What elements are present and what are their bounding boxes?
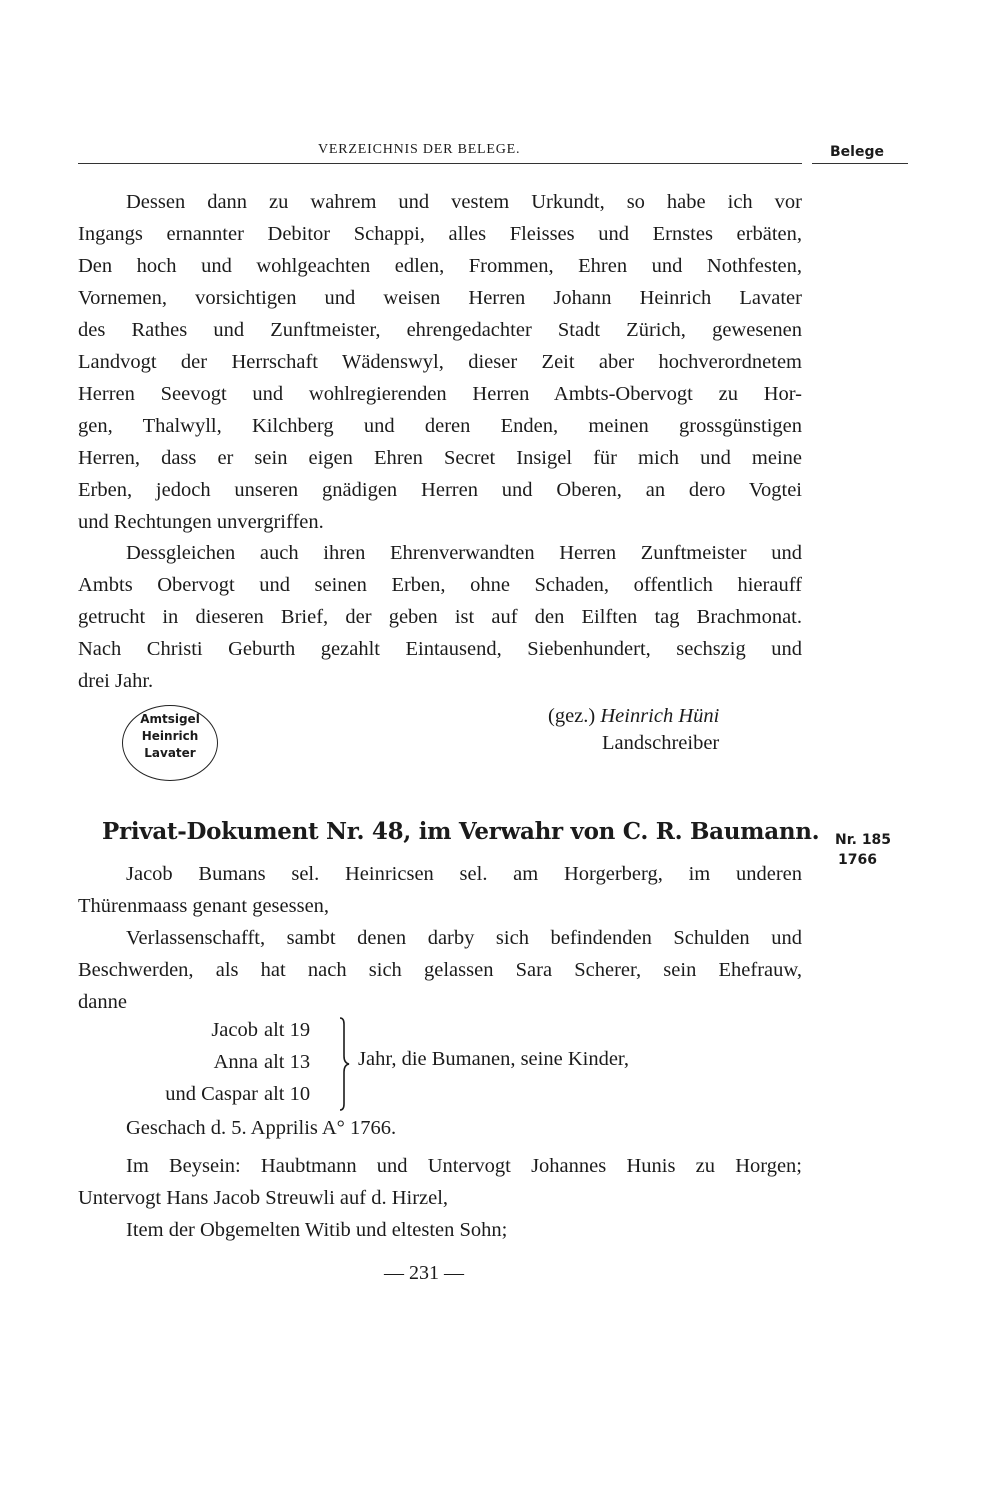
signature-role: Landschreiber	[602, 732, 720, 754]
section-title: Privat-Dokument Nr. 48, im Verwahr von C. R. Baumann.	[102, 818, 820, 845]
running-header: VERZEICHNIS DER BELEGE.	[318, 142, 521, 157]
text-line: Jacob Bumans sel. Heinricsen sel. am Horgerberg, im underen	[126, 863, 802, 885]
margin-nr: Nr. 185	[835, 832, 892, 848]
margin-document-number	[835, 830, 891, 870]
seal-line: Lavater	[144, 746, 196, 760]
text-line: Erben, jedoch unseren gnädigen Herren und Oberen, an dero Vogtei	[78, 479, 802, 501]
child-age: alt 19	[264, 1019, 311, 1041]
text-line: und Rechtungen unvergriffen.	[78, 511, 324, 533]
text-line: Verlassenschafft, sambt denen darby sich befindenden Schulden und	[126, 927, 802, 949]
text-line: Item der Obgemelten Witib und eltesten Sohn;	[126, 1219, 508, 1241]
paragraph-6	[78, 1214, 802, 1246]
child-name: Anna	[213, 1051, 258, 1073]
curly-brace-icon	[336, 1016, 354, 1112]
date-line: Geschach d. 5. Apprilis A° 1766.	[126, 1117, 397, 1139]
margin-rule	[812, 163, 908, 164]
text-line: Im Beysein: Haubtmann und Untervogt Johannes Hunis zu Horgen;	[126, 1155, 802, 1177]
signature	[548, 700, 719, 732]
paragraph-4	[78, 922, 802, 1018]
text-line: danne	[78, 991, 127, 1013]
text-line: Herren, dass er sein eigen Ehren Secret Insigel für mich und meine	[78, 447, 802, 469]
header-rule	[78, 163, 802, 164]
text-line: Thürenmaass genant gesessen,	[78, 895, 330, 917]
page-number: — 231 —	[384, 1262, 464, 1284]
text-line: Herren Seevogt und wohlregierenden Herren Ambts-Obervogt zu Hor-	[78, 383, 802, 405]
text-line: drei Jahr.	[78, 670, 154, 692]
paragraph-1	[78, 186, 802, 538]
text-line: Dessen dann zu wahrem und vestem Urkundt, so habe ich vor	[126, 191, 802, 213]
signature-prefix: (gez.)	[548, 705, 596, 727]
paragraph-2	[78, 537, 802, 697]
text-line: gen, Thalwyll, Kilchberg und deren Enden, meinen grossgünstigen	[78, 415, 802, 437]
text-line: Den hoch und wohlgeachten edlen, Frommen, Ehren und Nothfesten,	[78, 255, 802, 277]
seal-line: Heinrich	[141, 729, 199, 743]
text-line: Untervogt Hans Jacob Streuwli auf d. Hirzel,	[78, 1187, 449, 1209]
child-name: und Caspar	[165, 1083, 258, 1105]
text-line: getrucht in dieseren Brief, der geben ist auf den Eilften tag Brachmonat.	[78, 606, 802, 628]
margin-label: Belege	[830, 144, 884, 160]
text-line: Vornemen, vorsichtigen und weisen Herren Johann Heinrich Lavater	[78, 287, 802, 309]
text-line: Beschwerden, als hat nach sich gelassen Sara Scherer, sein Ehefrauw,	[78, 959, 802, 981]
seal-line: Amtsigel	[140, 712, 200, 726]
child-name: Jacob	[211, 1019, 258, 1041]
text-line: Landvogt der Herrschaft Wädenswyl, dieser Zeit aber hochverordnetem	[78, 351, 802, 373]
child-age: alt 10	[264, 1083, 311, 1105]
date-paragraph	[78, 1112, 802, 1144]
text-line: Ambts Obervogt und seinen Erben, ohne Schaden, offentlich hierauff	[78, 574, 802, 596]
text-line: Dessgleichen auch ihren Ehrenverwandten Herren Zunftmeister und	[126, 542, 802, 564]
paragraph-5	[78, 1150, 802, 1214]
children-note: Jahr, die Bumanen, seine Kinder,	[358, 1048, 630, 1070]
signature-name: Heinrich Hüni	[600, 705, 720, 727]
paragraph-3	[78, 858, 802, 922]
text-line: Nach Christi Geburth gezahlt Eintausend, Siebenhundert, sechszig und	[78, 638, 802, 660]
seal-stamp	[122, 705, 218, 781]
text-line: Ingangs ernannter Debitor Schappi, alles Fleisses und Ernstes erbäten,	[78, 223, 802, 245]
text-line: des Rathes und Zunftmeister, ehrengedachter Stadt Zürich, gewesenen	[78, 319, 802, 341]
margin-year: 1766	[838, 852, 877, 868]
child-age: alt 13	[264, 1051, 311, 1073]
